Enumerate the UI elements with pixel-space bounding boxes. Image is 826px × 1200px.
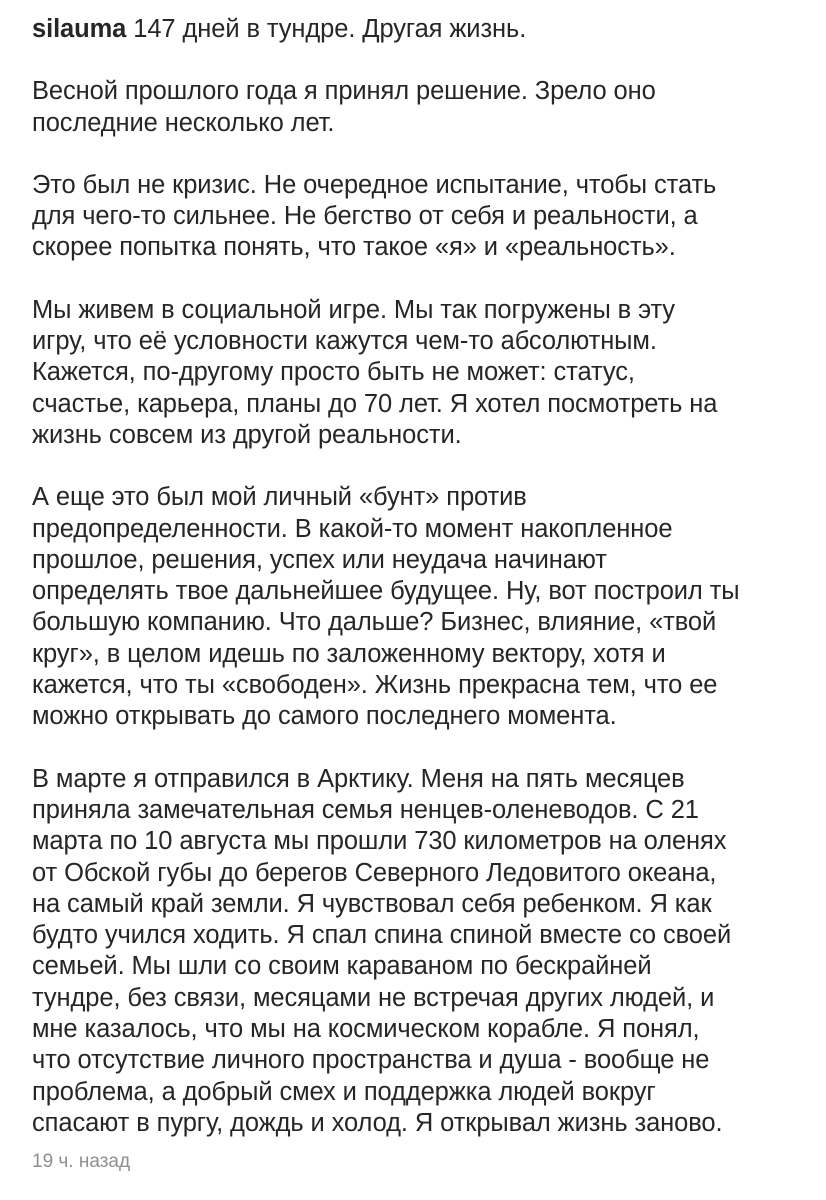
caption-paragraph-3 xyxy=(32,295,822,451)
caption-line: Это был не кризис. Не очередное испытание, чтобы стать xyxy=(32,170,717,199)
caption-line: кажется, что ты «свободен». Жизнь прекрасна тем, что ее xyxy=(32,671,718,700)
caption-line: тундре, без связи, месяцами не встречая других людей, и xyxy=(32,983,715,1012)
caption-header xyxy=(32,14,822,45)
post-caption xyxy=(32,14,822,1139)
caption-line: последние несколько лет. xyxy=(32,108,335,137)
caption-paragraph-1 xyxy=(32,76,822,139)
caption-line: семьей. Мы шли со своим караваном по бескрайней xyxy=(32,952,652,981)
post-timestamp[interactable]: 19 ч. назад xyxy=(32,1151,131,1172)
caption-line: большую компанию. Что дальше? Бизнес, влияние, «твой xyxy=(32,608,717,637)
caption-line: будто учился ходить. Я спал спина спиной вместе со своей xyxy=(32,921,732,950)
caption-line: круг», в целом идешь по заложенному вектору, хотя и xyxy=(32,639,666,668)
caption-line: Весной прошлого года я принял решение. Зрело оно xyxy=(32,77,656,106)
caption-paragraph-4 xyxy=(32,482,822,732)
caption-line: мне казалось, что мы на космическом корабле. Я понял, xyxy=(32,1015,700,1044)
caption-line: предопределенности. В какой-то момент накопленное xyxy=(32,514,673,543)
caption-line: счастье, карьера, планы до 70 лет. Я хотел посмотреть на xyxy=(32,389,718,418)
caption-line: что отсутствие личного пространства и душа - вообще не xyxy=(32,1046,710,1075)
caption-line: марта по 10 августа мы прошли 730 километров на оленях xyxy=(32,827,727,856)
caption-line: В марте я отправился в Арктику. Меня на пять месяцев xyxy=(32,764,685,793)
caption-paragraph-5 xyxy=(32,764,822,1140)
caption-line: проблема, а добрый смех и поддержка людей вокруг xyxy=(32,1077,656,1106)
caption-line: можно открывать до самого последнего момента. xyxy=(32,702,617,731)
caption-line: скорее попытка понять, что такое «я» и «реальность». xyxy=(32,233,676,262)
caption-line: жизнь совсем из другой реальности. xyxy=(32,420,462,449)
caption-line: А еще это был мой личный «бунт» против xyxy=(32,483,527,512)
caption-line: спасают в пургу, дождь и холод. Я открывал жизнь заново. xyxy=(32,1108,723,1137)
caption-line: на самый край земли. Я чувствовал себя ребенком. Я как xyxy=(32,889,712,918)
username-link[interactable]: silauma xyxy=(32,15,127,43)
caption-paragraph-2 xyxy=(32,170,822,264)
post-title: 147 дней в тундре. Другая жизнь. xyxy=(133,15,527,43)
caption-line: для чего-то сильнее. Не бегство от себя и реальности, а xyxy=(32,202,698,231)
caption-line: игру, что её условности кажутся чем-то абсолютным. xyxy=(32,327,657,356)
caption-line: Кажется, по-другому просто быть не может: статус, xyxy=(32,358,635,387)
caption-line: Мы живем в социальной игре. Мы так погружены в эту xyxy=(32,295,675,324)
caption-line: определять твое дальнейшее будущее. Ну, вот построил ты xyxy=(32,577,740,606)
caption-line: прошлое, решения, успех или неудача начинают xyxy=(32,545,607,574)
caption-line: от Обской губы до берегов Северного Ледовитого океана, xyxy=(32,858,717,887)
caption-line: приняла замечательная семья ненцев-оленеводов. С 21 xyxy=(32,795,699,824)
